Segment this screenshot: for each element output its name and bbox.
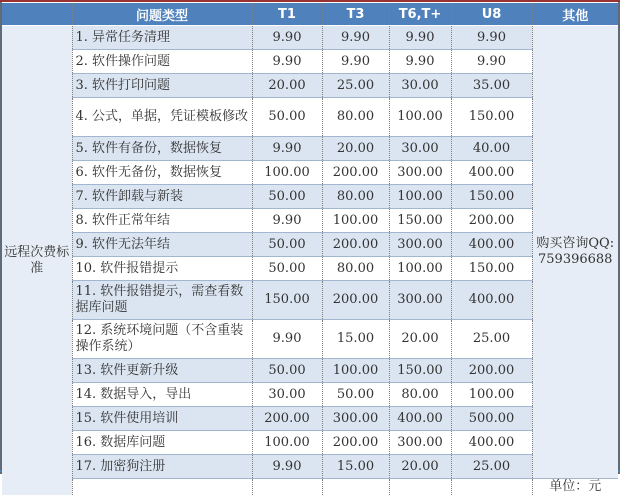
table-row bbox=[2, 407, 618, 431]
price-cell: 200.00 bbox=[451, 359, 532, 383]
table-row bbox=[2, 161, 618, 185]
price-cell: 100.00 bbox=[252, 161, 322, 185]
problem-type-cell: 2. 软件操作问题 bbox=[72, 50, 252, 74]
problem-type-cell: 1. 异常任务清理 bbox=[72, 26, 252, 50]
price-cell: 200.00 bbox=[451, 209, 532, 233]
price-cell: 20.00 bbox=[389, 320, 451, 359]
empty-cell bbox=[72, 479, 252, 495]
price-cell: 9.90 bbox=[252, 209, 322, 233]
price-cell: 30.00 bbox=[389, 137, 451, 161]
empty-cell bbox=[322, 479, 389, 495]
price-cell: 400.00 bbox=[389, 407, 451, 431]
problem-type-cell: 4. 公式，单据，凭证模板修改 bbox=[72, 98, 252, 137]
price-cell: 50.00 bbox=[322, 383, 389, 407]
price-cell: 100.00 bbox=[322, 359, 389, 383]
price-cell: 150.00 bbox=[252, 281, 322, 320]
problem-type-cell: 6. 软件无备份，数据恢复 bbox=[72, 161, 252, 185]
price-cell: 100.00 bbox=[389, 185, 451, 209]
price-cell: 200.00 bbox=[322, 233, 389, 257]
price-cell: 400.00 bbox=[451, 233, 532, 257]
problem-type-cell: 10. 软件报错提示 bbox=[72, 257, 252, 281]
price-cell: 9.90 bbox=[252, 26, 322, 50]
problem-type-cell: 12. 系统环境问题（不含重装操作系统） bbox=[72, 320, 252, 359]
price-cell: 30.00 bbox=[252, 383, 322, 407]
price-cell: 9.90 bbox=[322, 26, 389, 50]
qq-contact-label: 购买咨询QQ: bbox=[535, 236, 617, 252]
pricing-table bbox=[2, 3, 618, 495]
price-cell: 9.90 bbox=[252, 320, 322, 359]
price-cell: 80.00 bbox=[389, 383, 451, 407]
price-cell: 30.00 bbox=[389, 74, 451, 98]
price-cell: 150.00 bbox=[389, 209, 451, 233]
price-cell: 300.00 bbox=[389, 161, 451, 185]
price-cell: 35.00 bbox=[451, 74, 532, 98]
price-cell: 9.90 bbox=[389, 50, 451, 74]
table-row bbox=[2, 455, 618, 479]
price-cell: 9.90 bbox=[389, 26, 451, 50]
price-cell: 15.00 bbox=[322, 320, 389, 359]
qq-number: 759396688 bbox=[535, 252, 617, 268]
price-cell: 25.00 bbox=[451, 320, 532, 359]
problem-type-cell: 14. 数据导入，导出 bbox=[72, 383, 252, 407]
table-row bbox=[2, 257, 618, 281]
column-header-t6-tplus: T6,T+ bbox=[389, 3, 451, 26]
price-cell: 20.00 bbox=[322, 137, 389, 161]
top-border-line bbox=[0, 0, 620, 2]
price-cell: 200.00 bbox=[252, 407, 322, 431]
table-row bbox=[2, 359, 618, 383]
problem-type-cell: 13. 软件更新升级 bbox=[72, 359, 252, 383]
price-cell: 200.00 bbox=[322, 431, 389, 455]
problem-type-cell: 11. 软件报错提示，需查看数据库问题 bbox=[72, 281, 252, 320]
price-cell: 25.00 bbox=[322, 74, 389, 98]
table-row bbox=[2, 137, 618, 161]
table-row bbox=[2, 320, 618, 359]
table-row bbox=[2, 50, 618, 74]
price-cell: 150.00 bbox=[451, 185, 532, 209]
empty-cell bbox=[451, 479, 532, 495]
corner-cell bbox=[2, 3, 72, 26]
price-cell: 50.00 bbox=[252, 233, 322, 257]
table-row bbox=[2, 74, 618, 98]
side-label-cell: 远程次费标准 bbox=[2, 26, 72, 495]
price-cell: 80.00 bbox=[322, 257, 389, 281]
empty-cell bbox=[389, 479, 451, 495]
price-cell: 150.00 bbox=[451, 98, 532, 137]
price-cell: 9.90 bbox=[451, 26, 532, 50]
problem-type-cell: 15. 软件使用培训 bbox=[72, 407, 252, 431]
price-cell: 100.00 bbox=[322, 209, 389, 233]
price-cell: 50.00 bbox=[252, 257, 322, 281]
other-note-cell bbox=[532, 26, 618, 479]
table-row bbox=[2, 233, 618, 257]
table-row bbox=[2, 209, 618, 233]
column-header-problem-type: 问题类型 bbox=[72, 3, 252, 26]
header-row bbox=[2, 3, 618, 26]
price-cell: 9.90 bbox=[252, 137, 322, 161]
price-cell: 100.00 bbox=[389, 98, 451, 137]
price-cell: 15.00 bbox=[322, 455, 389, 479]
table-row bbox=[2, 281, 618, 320]
column-header-t1: T1 bbox=[252, 3, 322, 26]
price-cell: 50.00 bbox=[252, 98, 322, 137]
price-cell: 200.00 bbox=[322, 281, 389, 320]
price-cell: 9.90 bbox=[451, 50, 532, 74]
price-cell: 9.90 bbox=[252, 455, 322, 479]
price-cell: 150.00 bbox=[451, 257, 532, 281]
problem-type-cell: 17. 加密狗注册 bbox=[72, 455, 252, 479]
problem-type-cell: 9. 软件无法年结 bbox=[72, 233, 252, 257]
price-cell: 150.00 bbox=[389, 359, 451, 383]
price-cell: 300.00 bbox=[322, 407, 389, 431]
unit-row bbox=[2, 479, 618, 495]
price-cell: 9.90 bbox=[322, 50, 389, 74]
price-cell: 9.90 bbox=[252, 50, 322, 74]
unit-note-cell: 单位：元 bbox=[532, 479, 618, 495]
price-cell: 100.00 bbox=[389, 257, 451, 281]
price-cell: 20.00 bbox=[389, 455, 451, 479]
price-cell: 80.00 bbox=[322, 185, 389, 209]
table-row bbox=[2, 431, 618, 455]
problem-type-cell: 7. 软件卸载与新装 bbox=[72, 185, 252, 209]
price-cell: 400.00 bbox=[451, 431, 532, 455]
price-cell: 300.00 bbox=[389, 233, 451, 257]
price-cell: 300.00 bbox=[389, 281, 451, 320]
empty-cell bbox=[252, 479, 322, 495]
price-cell: 80.00 bbox=[322, 98, 389, 137]
price-cell: 100.00 bbox=[451, 383, 532, 407]
table-row bbox=[2, 98, 618, 137]
table-row bbox=[2, 383, 618, 407]
column-header-t3: T3 bbox=[322, 3, 389, 26]
problem-type-cell: 5. 软件有备份，数据恢复 bbox=[72, 137, 252, 161]
column-header-u8: U8 bbox=[451, 3, 532, 26]
table-row bbox=[2, 26, 618, 50]
problem-type-cell: 8. 软件正常年结 bbox=[72, 209, 252, 233]
price-cell: 400.00 bbox=[451, 281, 532, 320]
price-cell: 100.00 bbox=[252, 431, 322, 455]
price-cell: 200.00 bbox=[322, 161, 389, 185]
problem-type-cell: 16. 数据库问题 bbox=[72, 431, 252, 455]
table-row bbox=[2, 185, 618, 209]
column-header-other: 其他 bbox=[532, 3, 618, 26]
price-cell: 50.00 bbox=[252, 359, 322, 383]
price-cell: 50.00 bbox=[252, 185, 322, 209]
price-cell: 300.00 bbox=[389, 431, 451, 455]
price-cell: 500.00 bbox=[451, 407, 532, 431]
price-cell: 20.00 bbox=[252, 74, 322, 98]
price-cell: 25.00 bbox=[451, 455, 532, 479]
price-cell: 400.00 bbox=[451, 161, 532, 185]
problem-type-cell: 3. 软件打印问题 bbox=[72, 74, 252, 98]
price-cell: 40.00 bbox=[451, 137, 532, 161]
